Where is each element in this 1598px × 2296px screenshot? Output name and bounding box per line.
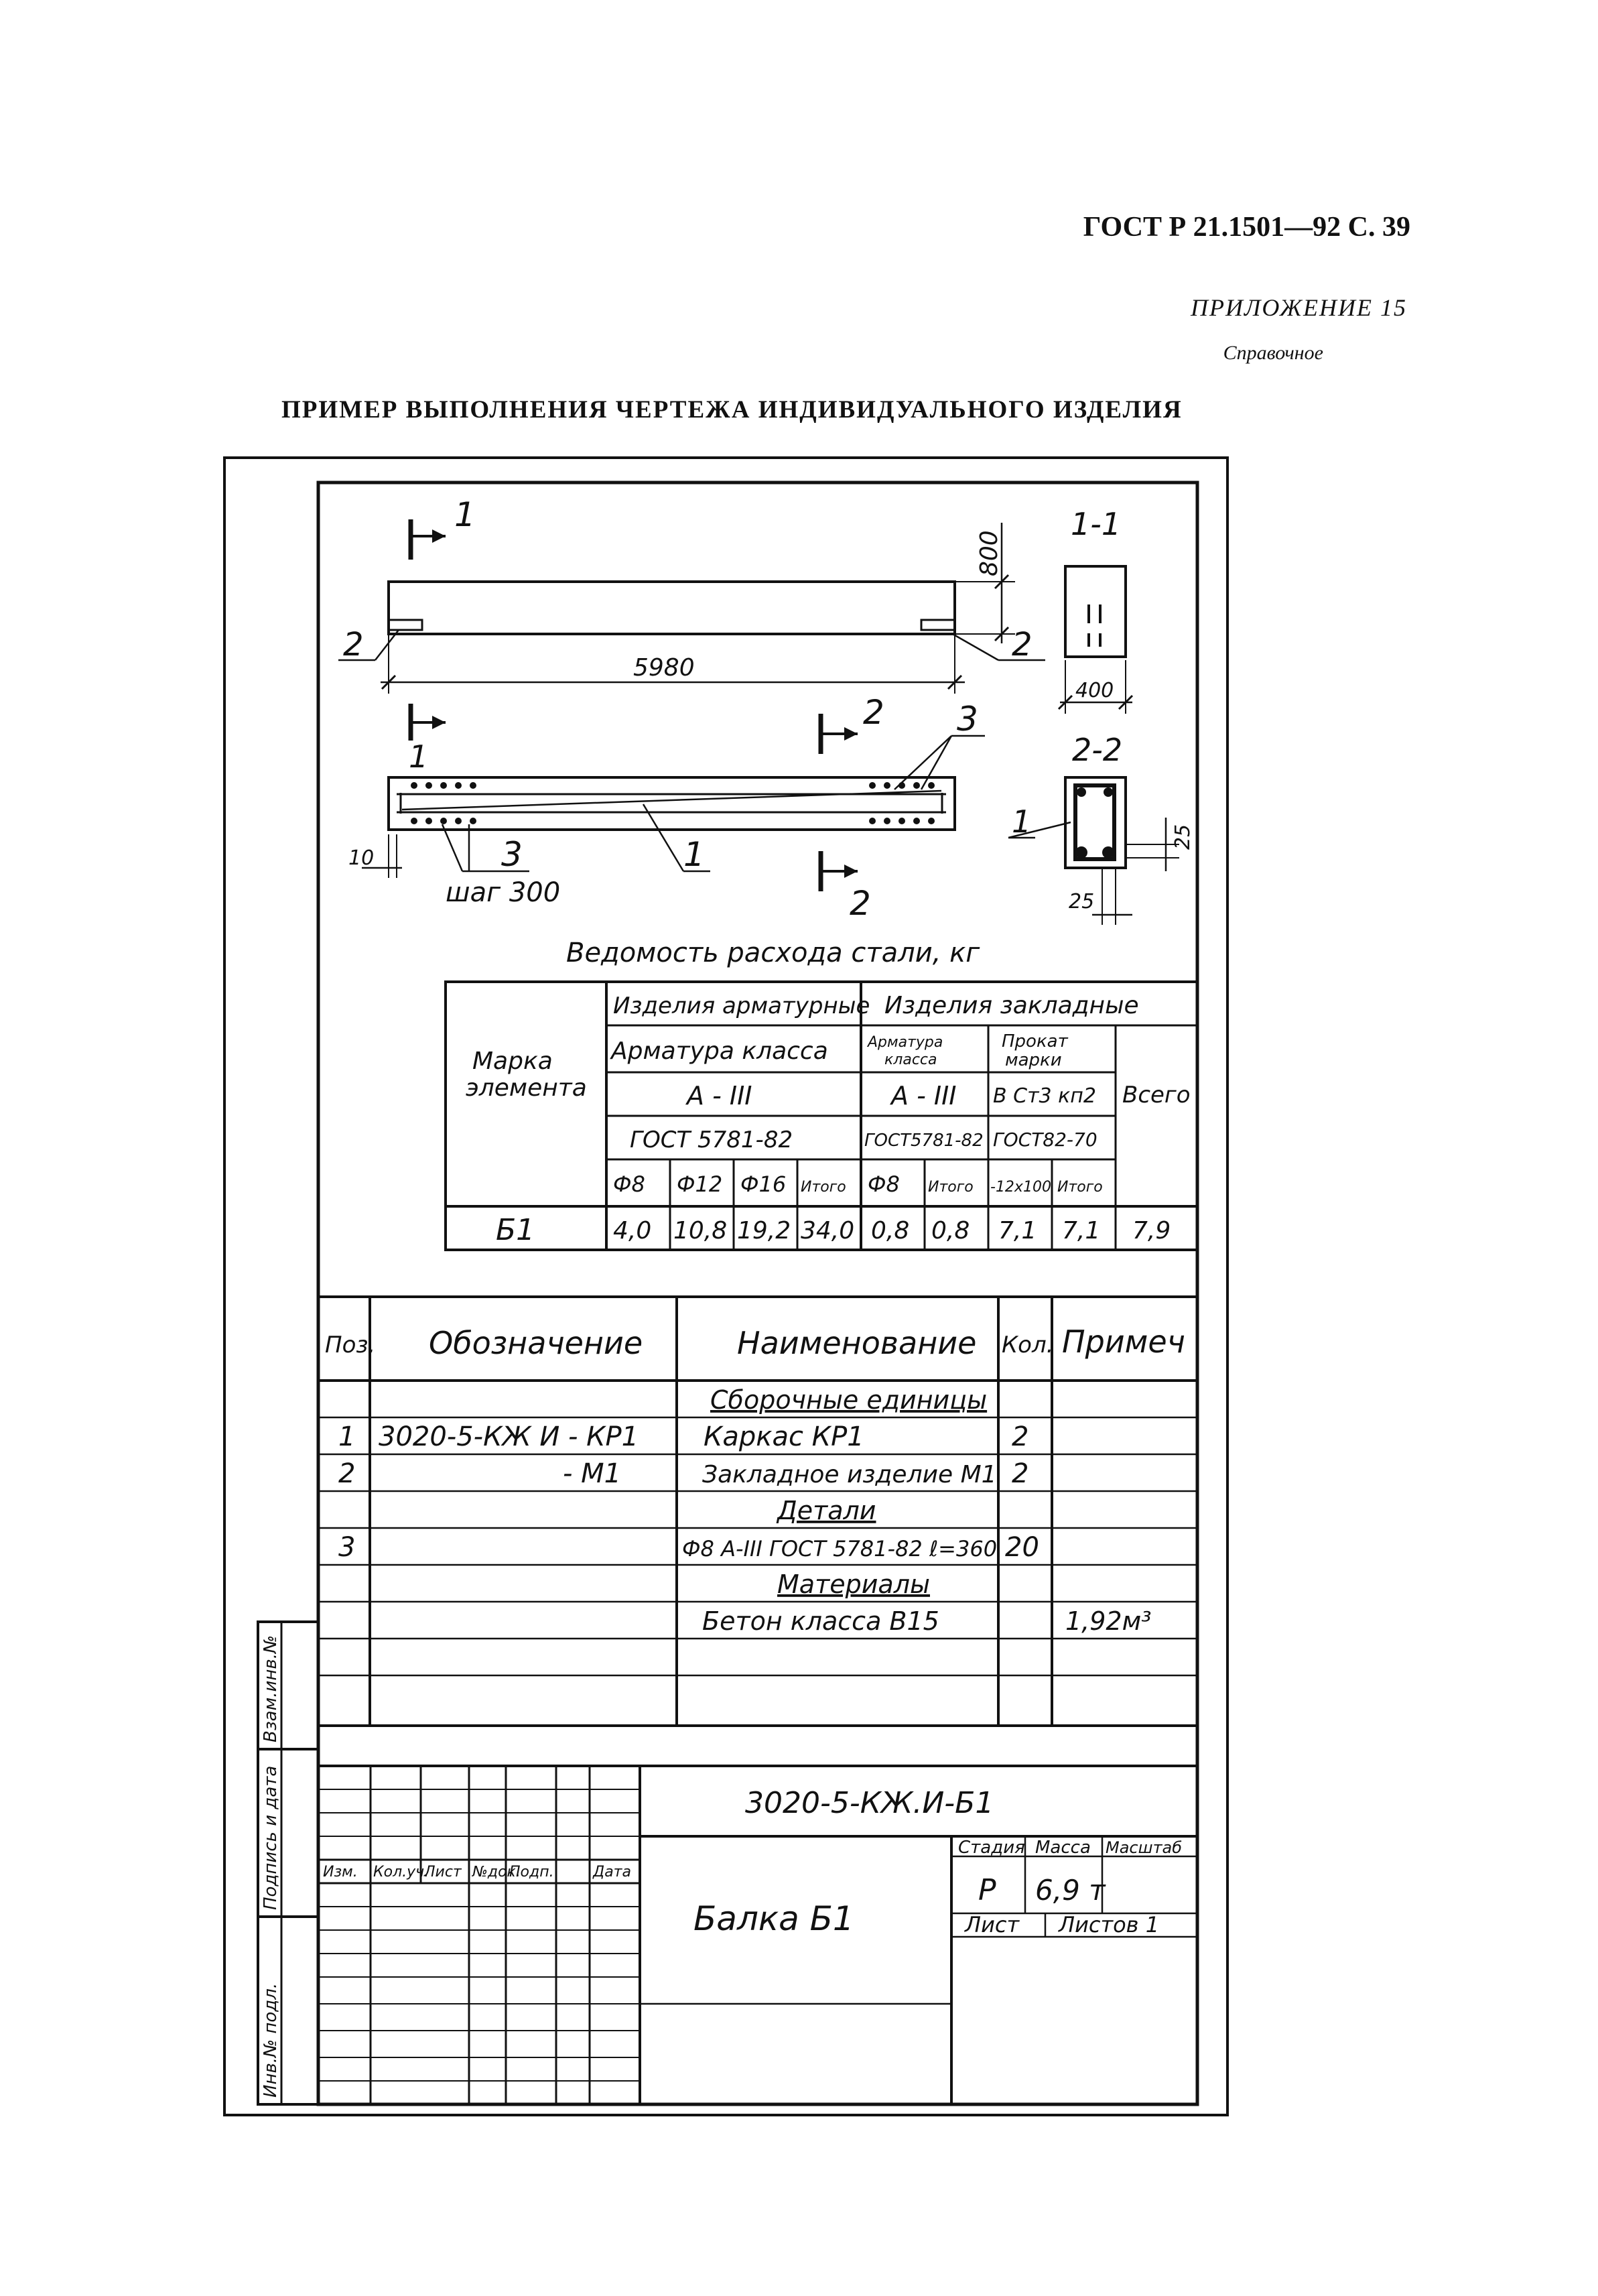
- section-title-2-2: 2-2: [1072, 732, 1123, 768]
- item-name: Балка Б1: [693, 1899, 854, 1938]
- rolled-gost: ГОСТ82-70: [993, 1129, 1097, 1151]
- spec-row4-note: 1,92м³: [1065, 1606, 1152, 1636]
- group-rebar-header: Изделия арматурные: [613, 993, 870, 1019]
- rebar-class: А - III: [687, 1081, 752, 1110]
- dimension-width: 400: [1075, 679, 1114, 702]
- spec-row1-pos: 1: [338, 1421, 356, 1452]
- steel-value-4: 0,8: [871, 1217, 910, 1245]
- change-header-0: Изм.: [323, 1864, 358, 1880]
- callout-3-left: 3: [501, 835, 523, 874]
- emb-gost: ГОСТ5781-82: [864, 1131, 984, 1151]
- spec-header-qty: Кол.: [1002, 1332, 1054, 1358]
- callout-2-left: 2: [343, 626, 364, 663]
- spec-row2-qty: 2: [1012, 1458, 1029, 1489]
- section-mark-1-bottom: 1: [409, 739, 429, 775]
- beam-reinforcement: [348, 693, 985, 923]
- section-mark-1-top: 1: [454, 495, 476, 534]
- mass-label: Масса: [1035, 1838, 1091, 1858]
- steel-value-3: 34,0: [801, 1217, 855, 1245]
- spec-section-parts: Детали: [777, 1496, 876, 1525]
- spec-header-designation: Обозначение: [429, 1325, 643, 1361]
- side-stamp: [261, 1635, 281, 2098]
- spec-row4-name: Бетон класса В15: [702, 1606, 939, 1636]
- rebar-gost: ГОСТ 5781-82: [630, 1127, 793, 1153]
- appendix-note: Справочное: [1223, 342, 1323, 364]
- steel-value-0: 4,0: [613, 1217, 652, 1245]
- rolled-header-2: марки: [1005, 1050, 1062, 1070]
- stage-value: Р: [978, 1873, 996, 1907]
- change-block-headers: [323, 1864, 631, 1880]
- dimension-length: 5980: [633, 654, 695, 682]
- section-title-1-1: 1-1: [1071, 506, 1122, 542]
- steel-table-title: Ведомость расхода стали, кг: [566, 938, 980, 968]
- steel-row-mark: Б1: [496, 1213, 535, 1247]
- steel-subheader-5: Итого: [928, 1179, 974, 1196]
- steel-subheader-0: Ф8: [613, 1171, 645, 1197]
- document-code: ГОСТ Р 21.1501—92 С. 39: [1083, 212, 1410, 243]
- callout-3-right: 3: [957, 700, 978, 739]
- rolled-grade: В Ст3 кп2: [993, 1084, 1096, 1108]
- steel-value-6: 7,1: [998, 1217, 1037, 1245]
- steel-table: [446, 982, 1197, 1250]
- callout-2-right: 2: [1012, 626, 1033, 663]
- steel-value-8: 7,9: [1132, 1217, 1171, 1245]
- page-title: ПРИМЕР ВЫПОЛНЕНИЯ ЧЕРТЕЖА ИНДИВИДУАЛЬНОГО ИЗДЕЛИЯ: [281, 396, 1183, 424]
- dimension-end-offset: 10: [348, 846, 375, 870]
- spec-row1-designation: 3020-5-КЖ И - КР1: [379, 1421, 639, 1452]
- spec-header-name: Наименование: [737, 1325, 977, 1361]
- spec-section-assemblies: Сборочные единицы: [710, 1385, 988, 1415]
- callout-1: 1: [683, 835, 705, 874]
- spec-row2-name: Закладное изделие М1: [702, 1461, 997, 1488]
- total-header: Всего: [1122, 1082, 1191, 1108]
- dimension-cover-horizontal: 25: [1069, 890, 1095, 913]
- steel-value-2: 19,2: [737, 1217, 791, 1245]
- steel-subheaders: [613, 1171, 1103, 1197]
- side-label-sign-date: Подпись и дата: [261, 1765, 281, 1910]
- spec-header-pos: Поз.: [325, 1332, 376, 1358]
- rebar-class-header: Арматура класса: [611, 1037, 828, 1065]
- spec-row1-name: Каркас КР1: [704, 1421, 864, 1452]
- spec-row1-qty: 2: [1012, 1421, 1029, 1452]
- appendix-label: ПРИЛОЖЕНИЕ 15: [1191, 294, 1407, 321]
- section-mark-2-bottom: 2: [850, 884, 871, 923]
- steel-subheader-1: Ф12: [677, 1171, 723, 1197]
- spec-section-materials: Материалы: [777, 1570, 930, 1599]
- side-label-replace: Взам.инв.№: [261, 1635, 281, 1742]
- scale-label: Масштаб: [1106, 1838, 1183, 1857]
- steel-values: [613, 1217, 1171, 1245]
- pitch-label: шаг 300: [446, 877, 561, 908]
- change-header-3: №док.: [472, 1864, 521, 1880]
- mass-value: 6,9 т: [1035, 1874, 1106, 1907]
- dimension-height: 800: [976, 530, 1003, 576]
- sheet-label: Лист: [965, 1912, 1020, 1937]
- change-header-2: Лист: [424, 1864, 462, 1880]
- sheets-label: Листов 1: [1059, 1912, 1160, 1937]
- mark-header-line1: Марка: [472, 1047, 553, 1075]
- mark-header-line2: элемента: [466, 1074, 587, 1102]
- callout-1-section: 1: [1012, 804, 1032, 840]
- spec-row2-pos: 2: [338, 1458, 356, 1489]
- spec-row2-designation: - М1: [563, 1458, 622, 1489]
- section-2-2: [1008, 732, 1195, 925]
- steel-value-7: 7,1: [1062, 1217, 1101, 1245]
- change-header-5: Дата: [593, 1864, 631, 1880]
- title-block: [258, 1622, 1197, 2104]
- section-1-1: [1059, 506, 1132, 714]
- emb-rebar-class: А - III: [891, 1081, 957, 1110]
- steel-value-1: 10,8: [673, 1217, 728, 1245]
- side-label-inventory: Инв.№ подл.: [261, 1982, 281, 2098]
- spec-table: [318, 1297, 1197, 1726]
- stage-label: Стадия: [958, 1838, 1025, 1858]
- change-header-4: Подп.: [509, 1864, 554, 1880]
- section-mark-2-top: 2: [863, 693, 884, 732]
- dimension-cover-vertical: 25: [1171, 824, 1195, 850]
- emb-rebar-class-header-2: класса: [884, 1051, 937, 1068]
- inner-frame: [318, 483, 1197, 2104]
- steel-subheader-7: Итого: [1057, 1179, 1103, 1196]
- spec-row3-name: Ф8 А-III ГОСТ 5781-82 ℓ=360: [682, 1536, 998, 1561]
- change-header-1: Кол.уч.: [373, 1864, 429, 1880]
- steel-subheader-4: Ф8: [868, 1171, 900, 1197]
- steel-subheader-2: Ф16: [740, 1171, 787, 1197]
- doc-code: 3020-5-КЖ.И-Б1: [745, 1786, 994, 1820]
- steel-value-5: 0,8: [931, 1217, 970, 1245]
- beam-elevation: [338, 495, 1045, 694]
- steel-subheader-6: -12х100: [990, 1179, 1051, 1196]
- steel-subheader-3: Итого: [801, 1179, 846, 1196]
- spec-row3-pos: 3: [338, 1532, 356, 1563]
- spec-header-note: Примеч: [1062, 1324, 1185, 1360]
- spec-row3-qty: 20: [1005, 1532, 1039, 1563]
- rolled-header: Прокат: [1002, 1031, 1068, 1051]
- group-embedded-header: Изделия закладные: [884, 992, 1139, 1019]
- emb-rebar-class-header: Арматура: [868, 1034, 943, 1051]
